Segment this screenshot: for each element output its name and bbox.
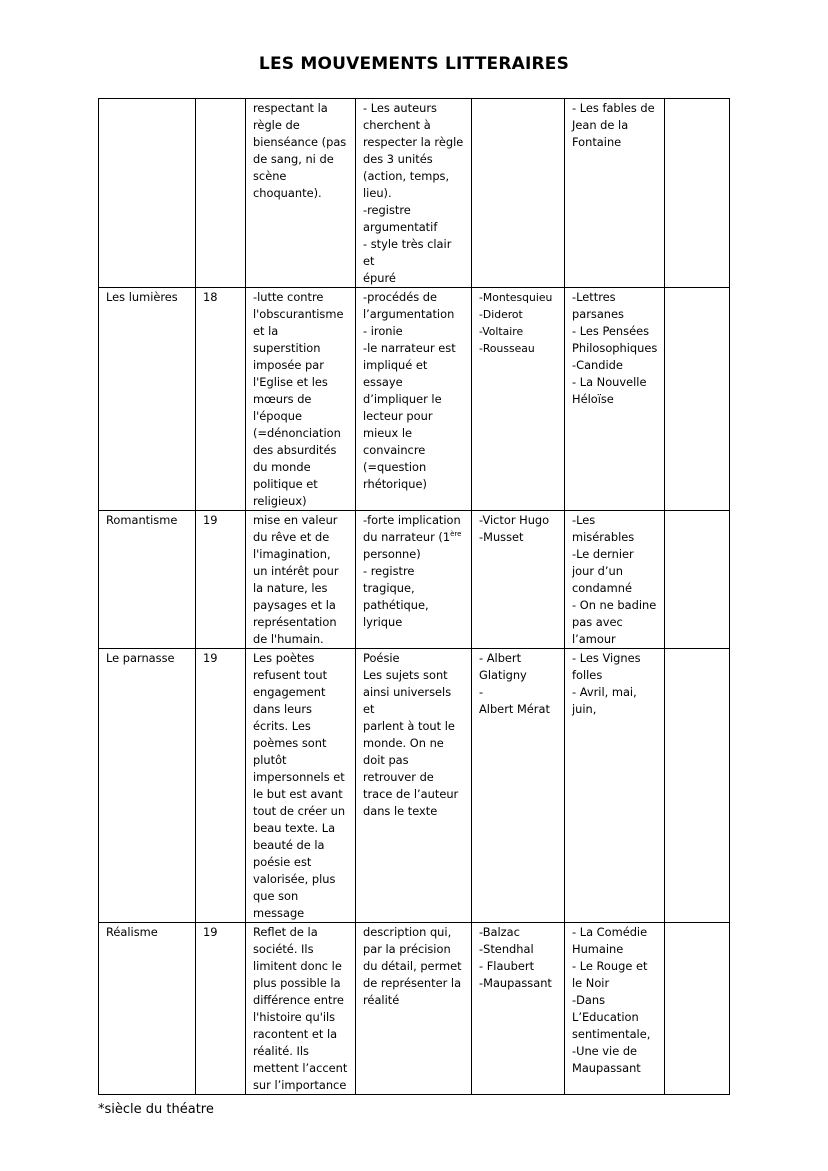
procedes-cell: - Les auteurs cherchent à respecter la règle des 3 unités (action, temps, lieu). -registre argumentatif - style très clair et épuré [356, 99, 472, 288]
authors-cell: -Balzac -Stendhal - Flaubert -Maupassant [472, 923, 565, 1095]
works-cell: -Les misérables -Le dernier jour d’un condamné - On ne badine pas avec l’amour [565, 511, 665, 649]
extra-cell [665, 288, 730, 511]
extra-cell [665, 649, 730, 923]
procedes-cell: Poésie Les sujets sont ainsi universels et parlent à tout le monde. On ne doit pas retrouver de trace de l’auteur dans le texte [356, 649, 472, 923]
characteristics-cell: -lutte contre l'obscurantisme et la superstition imposée par l'Eglise et les mœurs de l'époque (=dénonciation des absurdités du monde politique et religieux) [246, 288, 356, 511]
extra-cell [665, 923, 730, 1095]
century-cell: 18 [196, 288, 246, 511]
authors-cell: - Albert Glatigny - Albert Mérat [472, 649, 565, 923]
characteristics-cell: Reflet de la société. Ils limitent donc le plus possible la différence entre l'histoire qu'ils racontent et la réalité. Ils mettent l’accent sur l’importance [246, 923, 356, 1095]
movement-cell: Le parnasse [99, 649, 196, 923]
century-cell: 19 [196, 923, 246, 1095]
movement-cell: Les lumières [99, 288, 196, 511]
table-row [99, 511, 730, 649]
works-cell: -Lettres parsanes - Les Pensées Philosophiques -Candide - La Nouvelle Héloïse [565, 288, 665, 511]
procedes-cell: -procédés de l’argumentation - ironie -le narrateur est impliqué et essaye d’impliquer le lecteur pour mieux le convaincre (=question rhétorique) [356, 288, 472, 511]
movement-cell: Romantisme [99, 511, 196, 649]
footnote: *siècle du théatre [98, 1102, 214, 1117]
superscript-ere: ère [450, 530, 462, 538]
authors-cell [472, 99, 565, 288]
works-cell: - Les Vignes folles - Avril, mai, juin, [565, 649, 665, 923]
extra-cell [665, 99, 730, 288]
procedes-text-b: personne) - registre tragique, pathétique, lyrique [363, 547, 429, 629]
procedes-cell: description qui, par la précision du détail, permet de représenter la réalité [356, 923, 472, 1095]
movement-cell [99, 99, 196, 288]
works-cell: - Les fables de Jean de la Fontaine [565, 99, 665, 288]
century-cell [196, 99, 246, 288]
extra-cell [665, 511, 730, 649]
procedes-cell [356, 511, 472, 649]
page-title: LES MOUVEMENTS LITTERAIRES [258, 54, 570, 74]
characteristics-cell: mise en valeur du rêve et de l'imagination, un intérêt pour la nature, les paysages et la représentation de l'humain. [246, 511, 356, 649]
movements-table [98, 98, 730, 1095]
characteristics-cell: Les poètes refusent tout engagement dans leurs écrits. Les poèmes sont plutôt impersonnels et le but est avant tout de créer un beau texte. La beauté de la poésie est valorisée, plus que son message [246, 649, 356, 923]
procedes-text-a: -forte implication du narrateur (1 [363, 513, 461, 544]
authors-cell: -Victor Hugo -Musset [472, 511, 565, 649]
table-row [99, 288, 730, 511]
table-row [99, 923, 730, 1095]
authors-cell: -Montesquieu -Diderot -Voltaire -Rousseau [472, 288, 565, 511]
characteristics-cell: respectant la règle de bienséance (pas de sang, ni de scène choquante). [246, 99, 356, 288]
movement-cell: Réalisme [99, 923, 196, 1095]
works-cell: - La Comédie Humaine - Le Rouge et le Noir -Dans L’Education sentimentale, -Une vie de Maupassant [565, 923, 665, 1095]
century-cell: 19 [196, 511, 246, 649]
table-row [99, 99, 730, 288]
century-cell: 19 [196, 649, 246, 923]
table-row [99, 649, 730, 923]
